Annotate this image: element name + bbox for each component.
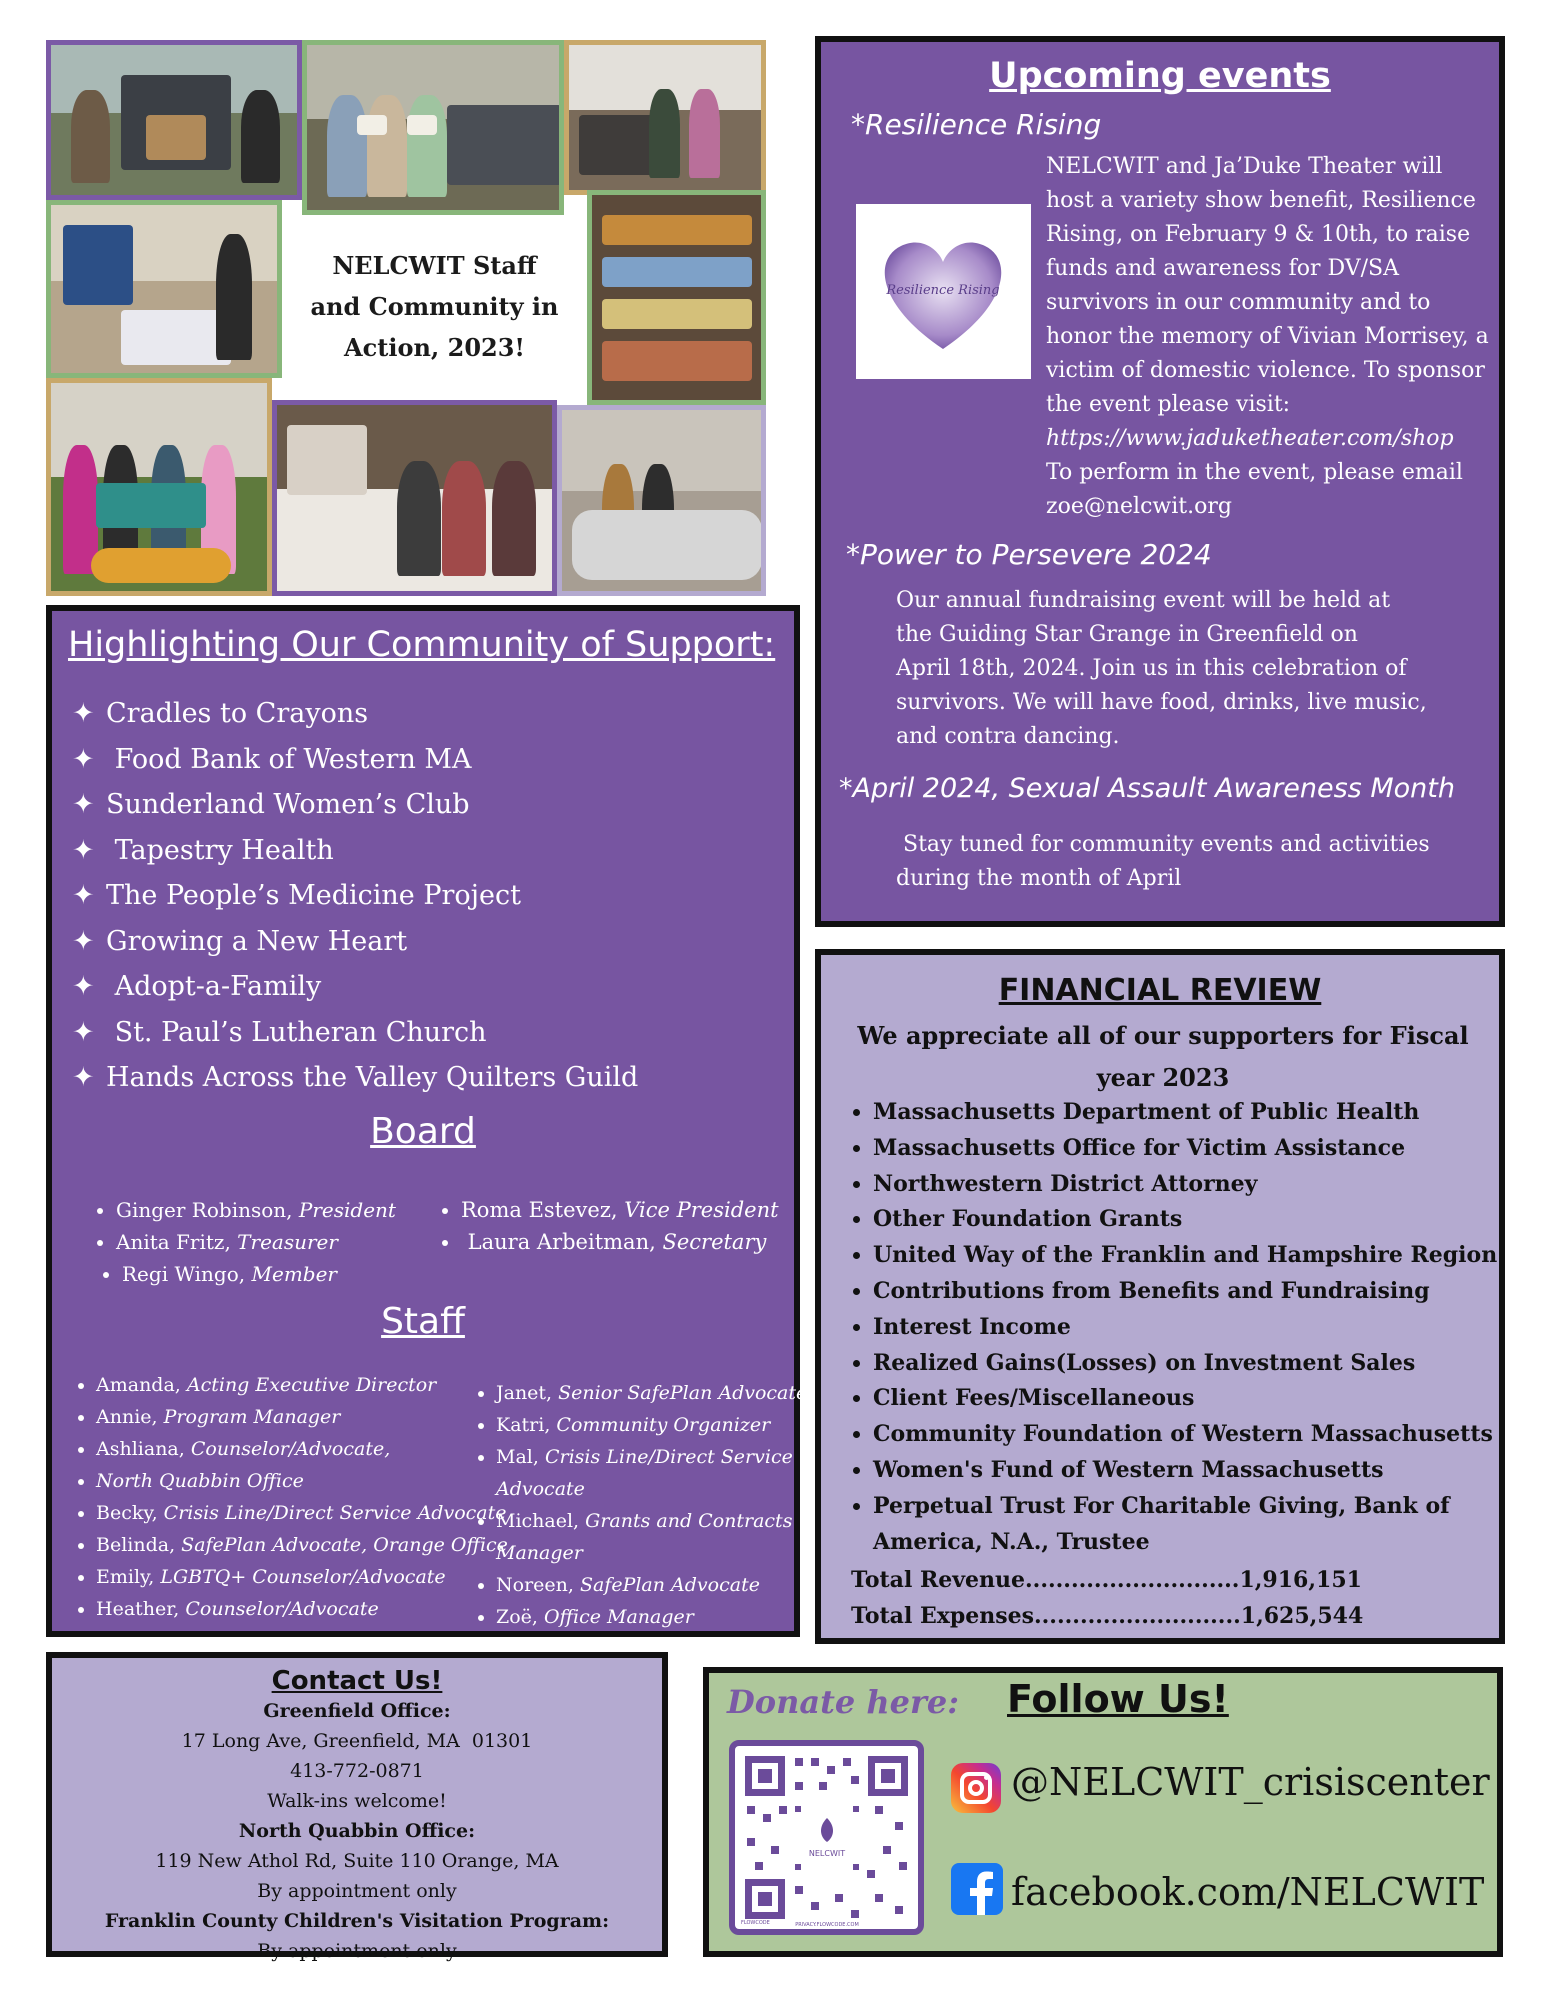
list-item xyxy=(72,782,638,828)
follow-donate-panel xyxy=(703,1667,1503,1957)
staff-name: Belinda, xyxy=(96,1534,182,1556)
list-item xyxy=(461,1226,779,1258)
list-item: • Other Foundation Grants xyxy=(873,1202,1497,1238)
event1-line: funds and awareness for DV/SA xyxy=(1046,256,1399,281)
list-item xyxy=(96,1433,508,1465)
staff-role: Counselor/Advocate, xyxy=(190,1438,391,1460)
photo-info-table xyxy=(46,200,282,378)
org-name: Tapestry Health xyxy=(106,834,334,866)
member-name: Roma Estevez, xyxy=(461,1198,625,1222)
contact-line: Greenfield Office: xyxy=(263,1700,451,1722)
event1-body xyxy=(1046,150,1501,524)
sparkle-icon: ✦ xyxy=(72,1062,95,1094)
financial-subtitle: We appreciate all of our supporters for Fiscal year 2023 xyxy=(857,1021,1469,1092)
staff-name: Heather, xyxy=(96,1598,186,1620)
phone-number[interactable]: 413-772-0871 xyxy=(290,1760,424,1782)
total-revenue: Total Revenue............................1,916,151 xyxy=(851,1567,1362,1593)
list-item: • Realized Gains(Losses) on Investment Sales xyxy=(873,1346,1497,1382)
sparkle-icon: ✦ xyxy=(72,1016,95,1048)
supporter-org-list xyxy=(72,691,638,1101)
staff-role: SafePlan Advocate xyxy=(579,1574,760,1596)
list-item xyxy=(72,964,638,1010)
sparkle-icon: ✦ xyxy=(72,698,95,730)
member-role: Treasurer xyxy=(237,1230,338,1254)
list-item: • Northwestern District Attorney xyxy=(873,1167,1497,1203)
community-support-panel xyxy=(46,605,808,1637)
facebook-icon[interactable] xyxy=(951,1863,1003,1915)
community-title: Highlighting Our Community of Support: xyxy=(68,625,776,665)
staff-name: Zoë, xyxy=(496,1606,544,1628)
staff-name: Amanda, xyxy=(96,1374,187,1396)
contact-panel xyxy=(46,1652,668,1962)
staff-role: Office Manager xyxy=(543,1606,694,1628)
contact-line: By appointment only xyxy=(257,1880,457,1902)
member-name: Ginger Robinson, xyxy=(116,1198,299,1222)
member-name: Regi Wingo, xyxy=(122,1262,252,1286)
event2-line: survivors. We will have food, drinks, live music, xyxy=(896,690,1427,715)
staff-name: Emily, xyxy=(96,1566,161,1588)
list-item xyxy=(96,1369,508,1401)
list-item xyxy=(496,1377,807,1409)
contact-line: 119 New Athol Rd, Suite 110 Orange, MA xyxy=(155,1850,559,1872)
list-item xyxy=(96,1401,508,1433)
member-name: Laura Arbeitman, xyxy=(461,1230,663,1254)
event3-line: Stay tuned for community events and activities xyxy=(896,832,1430,857)
list-item: • Client Fees/Miscellaneous xyxy=(873,1381,1497,1417)
supporter-funding-list xyxy=(851,1095,1497,1560)
list-item: • United Way of the Franklin and Hampshire Region xyxy=(873,1238,1497,1274)
collage-caption xyxy=(282,215,587,383)
list-item: • Contributions from Benefits and Fundraising xyxy=(873,1274,1497,1310)
staff-name: Becky, xyxy=(96,1502,164,1524)
member-name: Anita Fritz, xyxy=(116,1230,238,1254)
staff-role: Counselor/Advocate xyxy=(185,1598,379,1620)
list-item: • Perpetual Trust For Charitable Giving, Bank of xyxy=(873,1489,1497,1525)
board-list-left xyxy=(92,1194,396,1290)
instagram-handle[interactable]: @NELCWIT_crisiscenter xyxy=(1011,1760,1490,1804)
event1-line: To perform in the event, please email xyxy=(1046,460,1463,485)
staff-name: Annie, xyxy=(96,1406,164,1428)
staff-role: Community Organizer xyxy=(556,1414,771,1436)
list-item xyxy=(496,1569,807,1601)
resilience-rising-logo xyxy=(856,204,1031,379)
list-item xyxy=(72,873,638,919)
org-name: St. Paul’s Lutheran Church xyxy=(106,1016,487,1048)
photo-group-with-signs xyxy=(302,40,564,215)
org-name: Sunderland Women’s Club xyxy=(106,789,470,821)
list-item: • Massachusetts Department of Public Health xyxy=(873,1095,1497,1131)
contact-title: Contact Us! xyxy=(271,1666,443,1696)
event3-heading: *April 2024, Sexual Assault Awareness Month xyxy=(839,773,1455,804)
list-item: • Women's Fund of Western Massachusetts xyxy=(873,1453,1497,1489)
facebook-f-glyph xyxy=(951,1863,1003,1915)
board-list-right xyxy=(437,1194,779,1258)
list-item xyxy=(496,1505,807,1537)
list-item xyxy=(96,1561,508,1593)
list-item xyxy=(96,1593,508,1625)
photo-porch-donations xyxy=(564,40,766,195)
list-item: • Massachusetts Office for Victim Assistance xyxy=(873,1131,1497,1167)
staff-role: Crisis Line/Direct Service Advocate xyxy=(163,1502,507,1524)
list-item: America, N.A., Trustee xyxy=(873,1528,1150,1555)
list-item xyxy=(96,1465,508,1497)
qr-center-text: NELCWIT xyxy=(808,1849,846,1858)
staff-role: Manager xyxy=(496,1542,583,1564)
sparkle-icon: ✦ xyxy=(72,834,95,866)
event1-line: Rising, on February 9 & 10th, to raise xyxy=(1046,222,1471,247)
list-item xyxy=(496,1473,807,1505)
email-link[interactable]: zoe@nelcwit.org xyxy=(1046,494,1232,519)
sparkle-icon: ✦ xyxy=(72,789,95,821)
event1-line: survivors in our community and to xyxy=(1046,290,1431,315)
financial-title: FINANCIAL REVIEW xyxy=(998,973,1322,1008)
org-name: The People’s Medicine Project xyxy=(106,880,521,912)
list-item xyxy=(72,737,638,783)
staff-name: Katri, xyxy=(496,1414,557,1436)
staff-role: Grants and Contracts xyxy=(585,1510,793,1532)
staff-role: Senior SafePlan Advocate xyxy=(558,1382,808,1404)
list-item: • Community Foundation of Western Massachusetts xyxy=(873,1417,1497,1453)
total-expenses: Total Expenses...........................1,625,544 xyxy=(851,1603,1364,1629)
photo-event-tables xyxy=(272,400,557,596)
event2-line: the Guiding Star Grange in Greenfield on xyxy=(896,622,1358,647)
sparkle-icon: ✦ xyxy=(72,743,95,775)
org-name: Adopt-a-Family xyxy=(106,971,322,1003)
list-item xyxy=(496,1441,807,1473)
photo-donation-bags xyxy=(557,405,766,596)
staff-title: Staff xyxy=(381,1301,465,1342)
contact-line: 17 Long Ave, Greenfield, MA 01301 xyxy=(181,1730,533,1752)
event1-line: NELCWIT and Ja’Duke Theater will xyxy=(1046,154,1443,179)
photo-pantry-shelves xyxy=(587,190,766,405)
caption-line-2: and Community in xyxy=(310,292,559,321)
qr-bottom-text: PRIVACY.FLOWCODE.COM xyxy=(795,1922,859,1928)
event2-line: and contra dancing. xyxy=(896,724,1120,749)
event1-line: honor the memory of Vivian Morrisey, a xyxy=(1046,324,1489,349)
sparkle-icon: ✦ xyxy=(72,880,95,912)
staff-role: LGBTQ+ Counselor/Advocate xyxy=(160,1566,446,1588)
staff-role: Advocate xyxy=(496,1478,585,1500)
list-item xyxy=(122,1258,396,1290)
staff-role: North Quabbin Office xyxy=(96,1470,304,1492)
list-item xyxy=(72,1010,638,1056)
list-item xyxy=(96,1497,508,1529)
list-item xyxy=(116,1226,396,1258)
staff-role: Acting Executive Director xyxy=(186,1374,437,1396)
event2-line: April 18th, 2024. Join us in this celebration of xyxy=(896,656,1407,681)
org-name: Growing a New Heart xyxy=(106,925,408,957)
photo-collage xyxy=(46,40,766,596)
event2-heading: *Power to Persevere 2024 xyxy=(846,538,1212,571)
event1-line: host a variety show benefit, Resilience xyxy=(1046,188,1476,213)
donate-qr-code[interactable] xyxy=(729,1740,924,1935)
event1-heading: *Resilience Rising xyxy=(851,108,1102,141)
org-name: Food Bank of Western MA xyxy=(106,743,472,775)
staff-list-right xyxy=(472,1377,807,1633)
list-item xyxy=(461,1194,779,1226)
logo-text: Resilience Rising xyxy=(886,283,1000,298)
contact-line: North Quabbin Office: xyxy=(238,1820,476,1842)
facebook-url[interactable]: facebook.com/NELCWIT xyxy=(1011,1870,1485,1914)
list-item xyxy=(116,1194,396,1226)
donate-label: Donate here: xyxy=(727,1683,960,1721)
member-role: Vice President xyxy=(624,1198,779,1222)
member-role: President xyxy=(298,1198,396,1222)
heart-icon xyxy=(856,204,1031,379)
list-item xyxy=(72,1055,638,1101)
contact-line: By appointment only xyxy=(257,1940,457,1962)
list-item xyxy=(496,1601,807,1633)
staff-list-left xyxy=(72,1369,508,1625)
event3-line: during the month of April xyxy=(896,866,1182,891)
staff-role: Crisis Line/Direct Service xyxy=(544,1446,793,1468)
list-item xyxy=(72,919,638,965)
follow-title: Follow Us! xyxy=(1007,1677,1229,1721)
staff-name: Janet, xyxy=(496,1382,559,1404)
photo-car-trunk-donations xyxy=(46,40,302,200)
board-title: Board xyxy=(370,1111,476,1152)
caption-line-3: Action, 2023! xyxy=(344,333,525,362)
staff-name: Ashliana, xyxy=(96,1438,191,1460)
staff-name: Noreen, xyxy=(496,1574,580,1596)
list-item xyxy=(96,1529,508,1561)
staff-name: Mal, xyxy=(496,1446,545,1468)
contact-line: Walk-ins welcome! xyxy=(267,1790,447,1812)
member-role: Member xyxy=(251,1262,337,1286)
caption-line-1: NELCWIT Staff xyxy=(332,251,537,280)
event2-line: Our annual fundraising event will be held at xyxy=(896,588,1391,613)
org-name: Hands Across the Valley Quilters Guild xyxy=(106,1062,639,1094)
financial-review-panel xyxy=(815,949,1505,1644)
sparkle-icon: ✦ xyxy=(72,925,95,957)
upcoming-events-panel xyxy=(815,36,1505,927)
member-role: Secretary xyxy=(662,1230,767,1254)
sponsor-link[interactable]: https://www.jaduketheater.com/shop xyxy=(1046,426,1454,451)
list-item xyxy=(72,828,638,874)
contact-line: Franklin County Children's Visitation Program: xyxy=(104,1910,610,1932)
list-item xyxy=(496,1537,807,1569)
list-item xyxy=(72,691,638,737)
event2-body xyxy=(896,584,1496,754)
staff-role: Program Manager xyxy=(163,1406,341,1428)
org-name: Cradles to Crayons xyxy=(106,698,369,730)
instagram-icon[interactable] xyxy=(951,1763,1001,1813)
list-item: • Interest Income xyxy=(873,1310,1497,1346)
staff-name: Michael, xyxy=(496,1510,586,1532)
sparkle-icon: ✦ xyxy=(72,971,95,1003)
qr-side-text: FLOWCODE xyxy=(741,1920,770,1926)
staff-role: SafePlan Advocate, Orange Office xyxy=(181,1534,508,1556)
event1-line: victim of domestic violence. To sponsor xyxy=(1046,358,1485,383)
qr-code-icon xyxy=(735,1746,918,1929)
event3-body xyxy=(896,828,1496,896)
event1-line: the event please visit: xyxy=(1046,392,1291,417)
photo-staff-at-sign xyxy=(46,378,272,596)
events-title: Upcoming events xyxy=(989,56,1331,96)
list-item xyxy=(496,1409,807,1441)
